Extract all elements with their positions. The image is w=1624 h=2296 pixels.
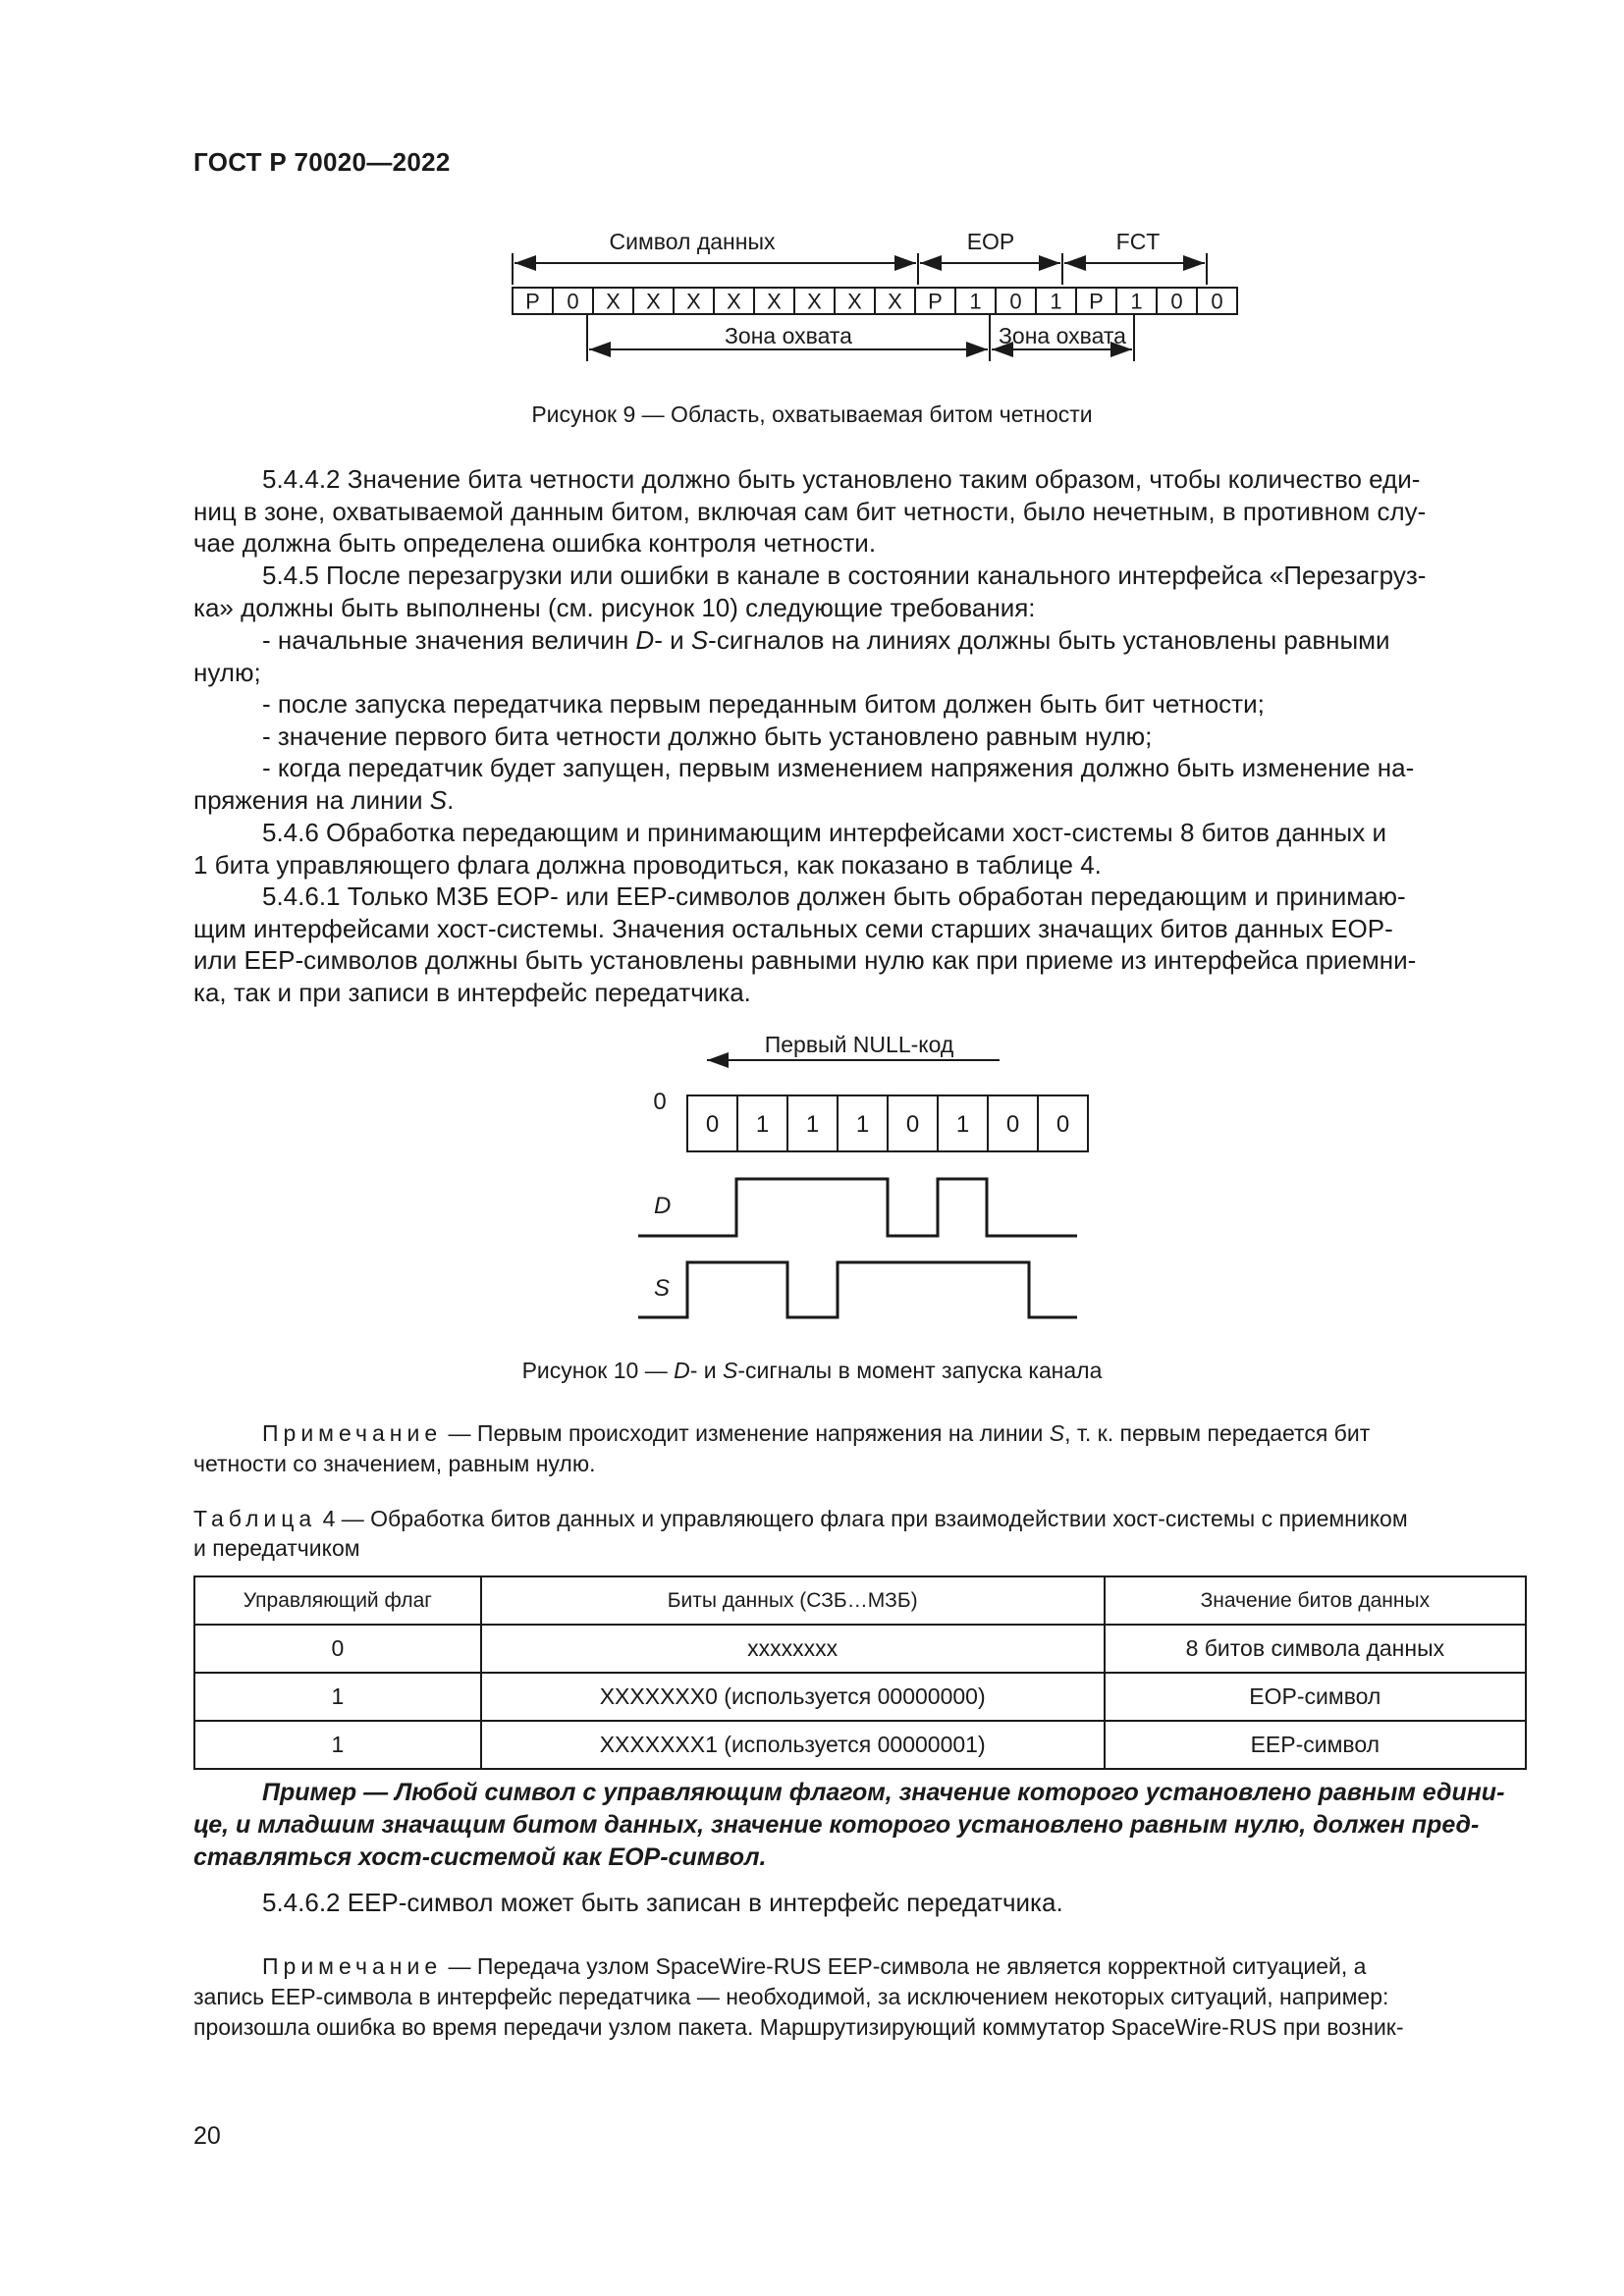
note-label: Примечание <box>262 1953 443 1979</box>
table-cell: 0 <box>194 1625 481 1673</box>
bullet-item-2: - после запуска передатчика первым переданным битом должен быть бит четности; <box>262 689 1265 719</box>
bit-value: X <box>727 289 741 314</box>
example-block <box>193 1777 1527 1874</box>
bit-value: 1 <box>855 1111 870 1139</box>
table-cell: EOP-символ <box>1105 1673 1526 1721</box>
table-header-cell: Значение битов данных <box>1105 1576 1526 1625</box>
table-row <box>194 1625 1526 1673</box>
bit-value: 0 <box>905 1111 920 1139</box>
bit-value: X <box>606 289 621 314</box>
bullet-text: пряжения на линии <box>193 784 430 815</box>
caption-text: - и <box>689 1358 724 1383</box>
table-cell: 1 <box>194 1721 481 1769</box>
text-line: ниц в зоне, охватываемой данным битом, включая сам бит четности, было нечетным, в противном слу- <box>193 496 1427 526</box>
document-header: ГОСТ Р 70020—2022 <box>193 147 451 177</box>
table-cell: 8 битов символа данных <box>1105 1625 1526 1673</box>
table-4 <box>193 1575 1527 1770</box>
bullet-text: . <box>447 784 455 815</box>
table-cell: xxxxxxxx <box>481 1625 1105 1673</box>
table-row <box>194 1673 1526 1721</box>
bullet-text: -сигналов на линиях должны быть установлены равными <box>708 625 1390 655</box>
table-header-row <box>194 1576 1526 1625</box>
bit-value: 0 <box>1170 289 1183 314</box>
note-label: Примечание <box>262 1420 443 1446</box>
fig10-lead-bit: 0 <box>653 1089 667 1115</box>
bit-value: 1 <box>969 289 982 314</box>
note-line: произошла ошибка во время передачи узлом пакета. Маршрутизирующий коммутатор SpaceWire-RUS при возник- <box>193 2014 1404 2040</box>
text-line: щим интерфейсами хост-системы. Значения остальных семи старших значащих битов данных EOP- <box>193 913 1393 943</box>
table-header-cell: Управляющий флаг <box>194 1576 481 1625</box>
text-line: 1 бита управляющего флага должна проводиться, как показано в таблице 4. <box>193 849 1102 880</box>
italic-s: S <box>690 625 709 655</box>
fig10-signal-d-label: D <box>654 1193 672 1219</box>
bullet-item-3: - значение первого бита четности должно быть установлено равным нулю; <box>262 721 1153 751</box>
bit-value: P <box>928 289 943 314</box>
note-line <box>193 1418 1527 1449</box>
bit-value: 0 <box>1009 289 1022 314</box>
caption-text: 4 — Обработка битов данных и управляющего флага при взаимодействии хост-системы с приемником <box>316 1506 1408 1531</box>
text-line: 5.4.5 После перезагрузки или ошибки в канале в состоянии канального интерфейса «Перезагруз- <box>262 561 1427 590</box>
bullet-item-1-cont: нулю; <box>193 657 261 687</box>
bit-value: 0 <box>567 289 579 314</box>
paragraph-5-4-6-2: 5.4.6.2 EEP-символ может быть записан в интерфейс передатчика. <box>262 1888 1063 1917</box>
bit-value: P <box>1089 289 1104 314</box>
bit-value: 0 <box>705 1111 720 1139</box>
bullet-text: - начальные значения величин <box>262 625 636 655</box>
text-line: 5.4.4.2 Значение бита четности должно быть установлено таким образом, чтобы количество еди- <box>262 464 1421 494</box>
bit-value: X <box>686 289 701 314</box>
caption-italic: S <box>723 1358 738 1383</box>
fig9-label-eop: EOP <box>966 229 1015 254</box>
fig9-label-fct: FCT <box>1115 229 1161 254</box>
bit-value: X <box>807 289 822 314</box>
caption-text: Рисунок 10 — <box>521 1358 675 1383</box>
bit-value: X <box>646 289 661 314</box>
bit-value: 1 <box>755 1111 770 1139</box>
bit-value: X <box>888 289 902 314</box>
bit-value: 1 <box>1050 289 1062 314</box>
note-text: — Передача узлом SpaceWire-RUS EEP-символа не является корректной ситуацией, а <box>442 1953 1367 1979</box>
table-4-caption <box>193 1504 1527 1563</box>
bullet-text: - и <box>654 625 691 655</box>
note-2 <box>193 1951 1527 2043</box>
fig9-zone-label-2: Зона охвата <box>999 323 1126 348</box>
note-italic: S <box>1049 1420 1065 1446</box>
italic-s: S <box>429 784 448 815</box>
fig10-signal-s-label: S <box>654 1275 671 1302</box>
bullet-item-4: - когда передатчик будет запущен, первым изменением напряжения должно быть изменение на- <box>262 753 1415 782</box>
note-line: запись EEP-символа в интерфейс передатчика — необходимой, за исключением некоторых ситуаций, например: <box>193 1984 1389 2009</box>
text-line: 5.4.6 Обработка передающим и принимающим интерфейсами хост-системы 8 битов данных и <box>262 818 1386 847</box>
table-cell: EEP-символ <box>1105 1721 1526 1769</box>
caption-italic: D <box>674 1358 690 1383</box>
caption-text: -сигналы в момент запуска канала <box>737 1358 1103 1383</box>
table-cell: XXXXXXX0 (используется 00000000) <box>481 1673 1105 1721</box>
fig10-signal-d-waveform <box>638 1179 1077 1236</box>
italic-d: D <box>635 625 655 655</box>
bit-value: X <box>767 289 782 314</box>
note-text: , т. к. первым передается бит <box>1064 1420 1371 1446</box>
text-line: или EEP-символов должны быть установлены равными нулю как при приеме из интерфейса приемни- <box>193 945 1417 975</box>
example-line: ставляться хост-системой как EOP-символ. <box>193 1843 767 1871</box>
text-line: чае должна быть определена ошибка контроля четности. <box>193 528 877 558</box>
bit-value: 0 <box>1005 1111 1020 1139</box>
table-cell: XXXXXXX1 (используется 00000001) <box>481 1721 1105 1769</box>
text-line: ка, так и при записи в интерфейс передатчика. <box>193 977 751 1007</box>
text-line: ка» должны быть выполнены (см. рисунок 10) следующие требования: <box>193 592 1036 622</box>
figure-9-caption: Рисунок 9 — Область, охватываемая битом четности <box>531 401 1093 427</box>
example-line: Пример — Любой символ с управляющим флагом, значение которого установлено равным едини- <box>262 1779 1505 1806</box>
note-text: — Первым происходит изменение напряжения на линии <box>442 1420 1050 1446</box>
figure-10-caption <box>0 1358 1624 1384</box>
note-line <box>193 1951 1527 1982</box>
example-line: це, и младшим значащим битом данных, значение которого установлено равным нулю, должен пред- <box>193 1811 1480 1839</box>
caption-line: и передатчиком <box>193 1535 360 1561</box>
bit-value: 1 <box>805 1111 820 1139</box>
page-number: 20 <box>193 2122 221 2150</box>
fig10-arrow-label: Первый NULL-код <box>764 1032 954 1057</box>
bit-value: 1 <box>1130 289 1143 314</box>
caption-label: Таблица <box>193 1506 317 1531</box>
bit-value: X <box>847 289 862 314</box>
fig10-bit-row <box>687 1095 1088 1151</box>
text-line: 5.4.6.1 Только МЗБ EOP- или EEP-символов должен быть обработан передающим и принимаю- <box>262 881 1406 911</box>
note-1 <box>193 1418 1527 1479</box>
note-line: четности со значением, равным нулю. <box>193 1451 596 1476</box>
table-cell: 1 <box>194 1673 481 1721</box>
bit-value: 0 <box>1211 289 1223 314</box>
bit-value: 1 <box>955 1111 970 1139</box>
fig9-label-data-symbol: Символ данных <box>609 229 776 254</box>
fig9-zone-label-1: Зона охвата <box>725 323 852 348</box>
table-header-cell: Биты данных (СЗБ…МЗБ) <box>481 1576 1105 1625</box>
bit-value: P <box>525 289 540 314</box>
table-row <box>194 1721 1526 1769</box>
caption-line <box>193 1504 1527 1533</box>
fig10-signal-s-waveform <box>638 1262 1077 1317</box>
bit-value: 0 <box>1056 1111 1070 1139</box>
